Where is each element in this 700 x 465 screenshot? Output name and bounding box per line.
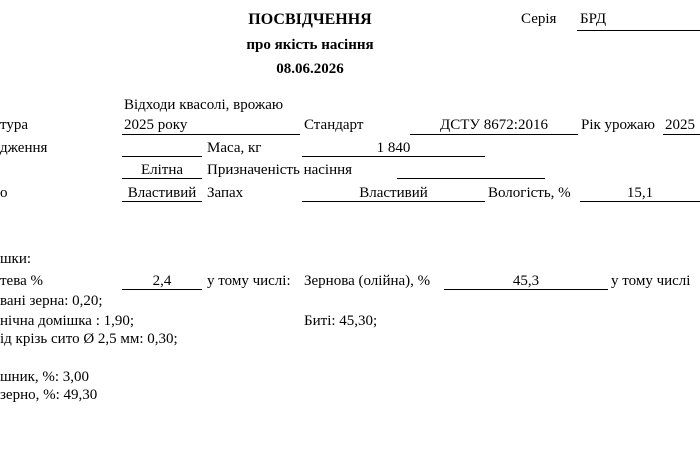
moisture-value: 15,1 (626, 185, 654, 201)
color-value: Властивий (127, 185, 197, 201)
document-date: 08.06.2026 (276, 61, 344, 77)
document-subtitle: про якість насіння (246, 37, 374, 53)
series-value: БРД (580, 11, 607, 27)
standard-value: ДСТУ 8672:2016 (440, 117, 548, 133)
smell-value: Властивий (359, 185, 428, 201)
weed-admixture-value: 2,4 (152, 273, 172, 289)
mass-underline (302, 156, 485, 157)
grain-admixture-label: Зернова (олійна), % (304, 273, 431, 289)
mass-label: Маса, кг (207, 140, 262, 156)
smell-underline (302, 201, 485, 202)
grain-admixture-value: 45,3 (512, 273, 540, 289)
document-title: ПОСВІДЧЕННЯ (248, 11, 372, 28)
standard-label: Стандарт (304, 117, 364, 133)
seed-purpose-underline (397, 178, 545, 179)
admixtures-heading: шки: (0, 251, 32, 267)
culture-underline (122, 134, 300, 135)
moisture-underline (580, 201, 700, 202)
damaged-grains: вані зерна: 0,20; (0, 293, 103, 309)
harvest-year-label: Рік урожаю (581, 117, 655, 133)
standard-underline (410, 134, 578, 135)
broken-grains: Биті: 45,30; (304, 313, 378, 329)
including-label: у тому числі: (207, 273, 291, 289)
origin-underline (122, 156, 202, 157)
grain-admixture-underline (444, 289, 608, 290)
harvest-year-value: 2025 (665, 117, 695, 133)
mineral-admixture: нічна домішка : 1,90; (0, 313, 135, 329)
series-underline (577, 30, 700, 31)
smell-label: Запах (207, 185, 244, 201)
weed-seeds: шник, %: 3,00 (0, 369, 90, 385)
culture-label: тура (0, 117, 29, 133)
seed-category-value: Елітна (140, 162, 184, 178)
moisture-label: Вологість, % (488, 185, 571, 201)
weed-admixture-underline (122, 289, 202, 290)
sieve-passage: ід крізь сито Ø 2,5 мм: 0,30; (0, 331, 178, 347)
harvest-year-underline (663, 134, 700, 135)
seed-purpose-label: Призначеність насіння (207, 162, 353, 178)
color-label: о (0, 185, 8, 201)
culture-value-line1: Відходи квасолі, врожаю (124, 97, 284, 113)
including-label-2: у тому числі (611, 273, 691, 289)
series-label: Серія (521, 11, 557, 27)
culture-value-line2: 2025 року (124, 117, 188, 133)
origin-label: дження (0, 140, 48, 156)
color-underline (122, 201, 202, 202)
weed-admixture-label: тева % (0, 273, 44, 289)
seed-category-underline (122, 178, 202, 179)
mass-value: 1 840 (376, 140, 411, 156)
grain-total: зерно, %: 49,30 (0, 387, 98, 403)
